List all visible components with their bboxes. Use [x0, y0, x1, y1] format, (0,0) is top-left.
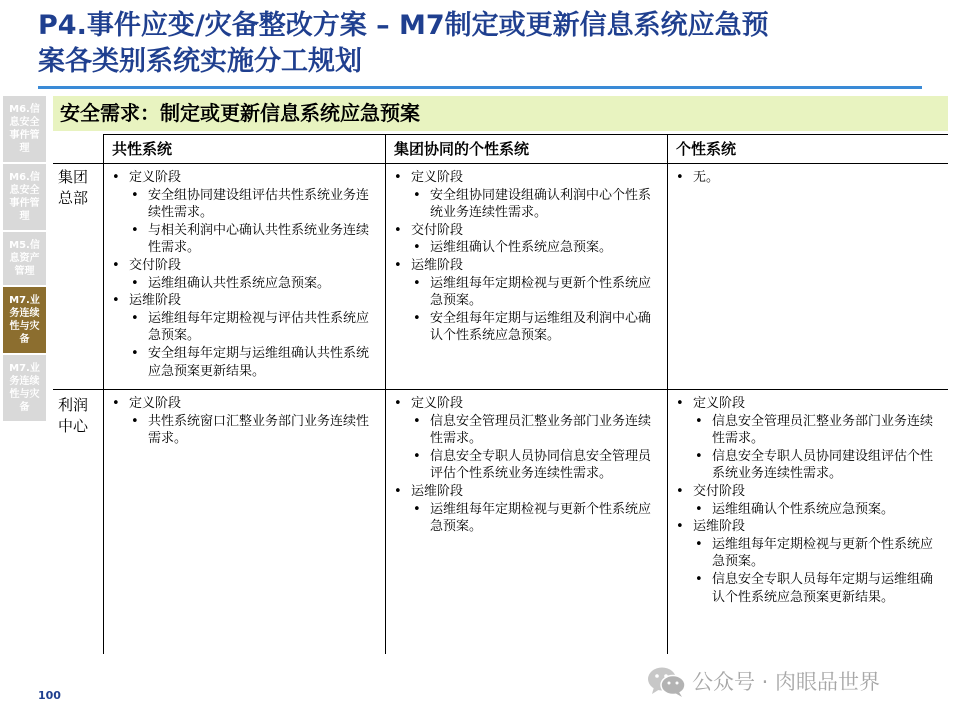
- phase-bullet: • 运维阶段: [391, 483, 663, 501]
- watermark: [645, 664, 945, 700]
- phase-bullet: • 无。: [673, 169, 945, 187]
- phase-bullet: • 交付阶段: [109, 257, 381, 275]
- phase-bullet: • 交付阶段: [673, 483, 945, 501]
- row-header-profit-center: 利润中心: [58, 396, 89, 435]
- phase-bullet: • 定义阶段: [109, 395, 381, 413]
- column-divider-2: [385, 134, 386, 654]
- task-bullet: • 运维组每年定期检视与更新个性系统应急预案。: [673, 536, 945, 571]
- phase-bullet: • 运维阶段: [391, 257, 663, 275]
- nav-item-m7[interactable]: M7.业务连续性与灾备: [3, 355, 46, 421]
- task-bullet: • 运维组确认共性系统应急预案。: [109, 275, 381, 293]
- page-number: 100: [38, 689, 61, 702]
- nav-item-m6-a[interactable]: M6.信息安全事件管理: [3, 96, 46, 162]
- task-bullet: • 信息安全专职人员协同信息安全管理员评估个性系统业务连续性需求。: [391, 448, 663, 483]
- watermark-text: 公众号 · 肉眼品世界: [692, 670, 881, 694]
- column-header-common: 共性系统: [112, 140, 173, 158]
- phase-bullet: • 交付阶段: [391, 222, 663, 240]
- task-bullet: • 运维组确认个性系统应急预案。: [673, 501, 945, 519]
- phase-bullet: • 运维阶段: [109, 292, 381, 310]
- title-divider: [38, 86, 922, 89]
- cell-profit-individual: [673, 395, 945, 606]
- cell-profit-group-coordinated: [391, 395, 663, 536]
- cell-hq-individual: [673, 169, 945, 187]
- task-bullet: • 运维组每年定期检视与更新个性系统应急预案。: [391, 501, 663, 536]
- phase-bullet: • 定义阶段: [673, 395, 945, 413]
- nav-item-m5[interactable]: M5.信息资产管理: [3, 232, 46, 285]
- task-bullet: • 信息安全管理员汇整业务部门业务连续性需求。: [391, 413, 663, 448]
- nav-item-m6-b[interactable]: M6.信息安全事件管理: [3, 164, 46, 230]
- task-bullet: • 信息安全专职人员协同建设组评估个性系统业务连续性需求。: [673, 448, 945, 483]
- side-navigation: [3, 96, 46, 423]
- task-bullet: • 信息安全管理员汇整业务部门业务连续性需求。: [673, 413, 945, 448]
- task-bullet: • 安全组每年定期与运维组及利润中心确认个性系统应急预案。: [391, 310, 663, 345]
- task-bullet: • 安全组协同建设组评估共性系统业务连续性需求。: [109, 187, 381, 222]
- nav-item-m7-active[interactable]: M7.业务连续性与灾备: [3, 287, 46, 353]
- requirement-banner: [53, 96, 948, 131]
- cell-hq-common: [109, 169, 381, 380]
- task-bullet: • 运维组确认个性系统应急预案。: [391, 239, 663, 257]
- task-bullet: • 共性系统窗口汇整业务部门业务连续性需求。: [109, 413, 381, 448]
- responsibility-table: [53, 134, 948, 654]
- task-bullet: • 与相关利润中心确认共性系统业务连续性需求。: [109, 222, 381, 257]
- cell-hq-group-coordinated: [391, 169, 663, 345]
- phase-bullet: • 运维阶段: [673, 518, 945, 536]
- cell-profit-common: [109, 395, 381, 448]
- task-bullet: • 运维组每年定期检视与评估共性系统应急预案。: [109, 310, 381, 345]
- column-header-group-coordinated: 集团协同的个性系统: [394, 140, 530, 158]
- task-bullet: • 运维组每年定期检视与更新个性系统应急预案。: [391, 275, 663, 310]
- wechat-icon: [645, 664, 689, 700]
- phase-bullet: • 定义阶段: [391, 169, 663, 187]
- header-rule: [53, 163, 948, 164]
- slide-title-line-2: 案各类别系统实施分工规划: [38, 46, 362, 77]
- slide-title-line-1: P4.事件应变/灾备整改方案 – M7制定或更新信息系统应急预: [38, 10, 769, 41]
- row-divider: [53, 389, 948, 390]
- column-divider-1: [103, 134, 104, 654]
- slide-title: [38, 8, 928, 80]
- task-bullet: • 安全组协同建设组确认利润中心个性系统业务连续性需求。: [391, 187, 663, 222]
- task-bullet: • 安全组每年定期与运维组确认共性系统应急预案更新结果。: [109, 345, 381, 380]
- row-header-group-hq: 集团总部: [58, 168, 89, 207]
- phase-bullet: • 定义阶段: [109, 169, 381, 187]
- table-top-rule: [103, 134, 948, 135]
- phase-bullet: • 定义阶段: [391, 395, 663, 413]
- column-header-individual: 个性系统: [676, 140, 737, 158]
- requirement-banner-text: 安全需求：制定或更新信息系统应急预案: [60, 101, 420, 125]
- column-divider-3: [667, 134, 668, 654]
- task-bullet: • 信息安全专职人员每年定期与运维组确认个性系统应急预案更新结果。: [673, 571, 945, 606]
